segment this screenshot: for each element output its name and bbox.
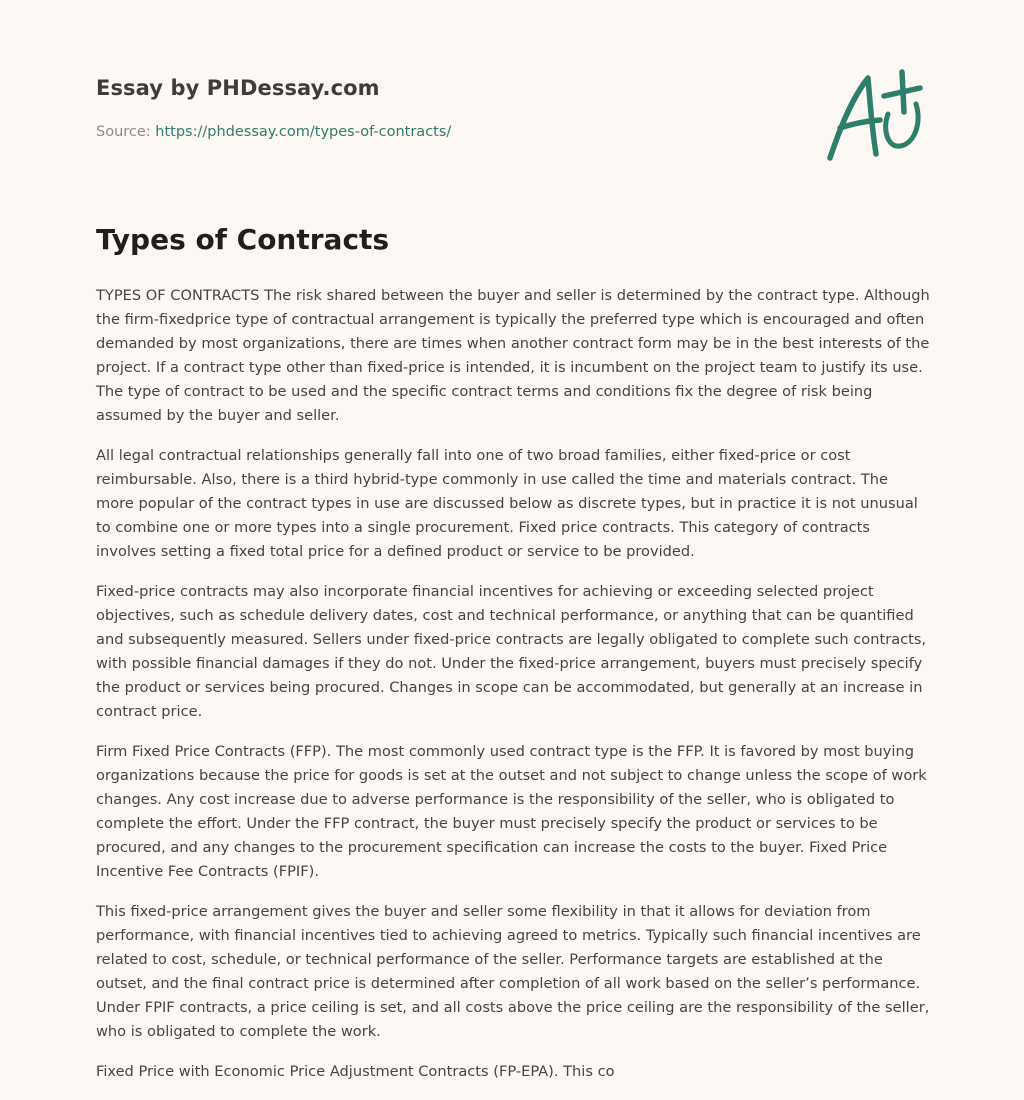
essay-body <box>96 284 930 1100</box>
essay-paragraph: This fixed-price arrangement gives the buyer and seller some flexibility in that it allows for deviation from performance, with financial incentives tied to achieving agreed to metrics. Typically such financial incentives are related to cost, schedule, or technical performance of the seller. Performance targets are established at the outset, and the final contract price is determined after completion of all work based on the seller’s performance. Under FPIF contracts, a price ceiling is set, and all costs above the price ceiling are the responsibility of the seller, who is obligated to complete the work. <box>96 903 930 1040</box>
source-label: Source: <box>96 124 151 140</box>
a-plus-grade-icon <box>818 66 930 166</box>
essay-paragraph: Fixed Price with Economic Price Adjustment Contracts (FP-EPA). This co <box>96 1063 615 1080</box>
source-link[interactable]: https://phdessay.com/types-of-contracts/ <box>155 124 452 140</box>
essay-paragraph: TYPES OF CONTRACTS The risk shared between the buyer and seller is determined by the contract type. Although the firm-fixedprice type of contractual arrangement is typically the preferred type which is encouraged and often demanded by most organizations, there are times when another contract form may be in the best interests of the project. If a contract type other than fixed-price is intended, it is incumbent on the project team to justify its use. The type of contract to be used and the specific contract terms and conditions fix the degree of risk being assumed by the buyer and seller. <box>96 287 930 424</box>
essay-title: Types of Contracts <box>96 223 390 256</box>
essay-paragraph: All legal contractual relationships generally fall into one of two broad families, either fixed-price or cost reimbursable. Also, there is a third hybrid-type commonly in use called the time and materials contract. The more popular of the contract types in use are discussed below as discrete types, but in practice it is not unusual to combine one or more types into a single procurement. Fixed price contracts. This category of contracts involves setting a fixed total price for a defined product or service to be provided. <box>96 447 918 560</box>
essay-paragraph: Fixed-price contracts may also incorporate financial incentives for achieving or exceeding selected project objectives, such as schedule delivery dates, cost and technical performance, or anything that can be quantified and subsequently measured. Sellers under fixed-price contracts are legally obligated to complete such contracts, with possible financial damages if they do not. Under the fixed-price arrangement, buyers must precisely specify the product or services being procured. Changes in scope can be accommodated, but generally at an increase in contract price. <box>96 583 927 720</box>
source-line <box>96 124 451 140</box>
essay-paragraph: Firm Fixed Price Contracts (FFP). The most commonly used contract type is the FFP. It is favored by most buying organizations because the price for goods is set at the outset and not subject to change unless the scope of work changes. Any cost increase due to adverse performance is the responsibility of the seller, who is obligated to complete the effort. Under the FFP contract, the buyer must precisely specify the product or services to be procured, and any changes to the procurement specification can increase the costs to the buyer. Fixed Price Incentive Fee Contracts (FPIF). <box>96 743 927 880</box>
site-title: Essay by PHDessay.com <box>96 76 380 100</box>
